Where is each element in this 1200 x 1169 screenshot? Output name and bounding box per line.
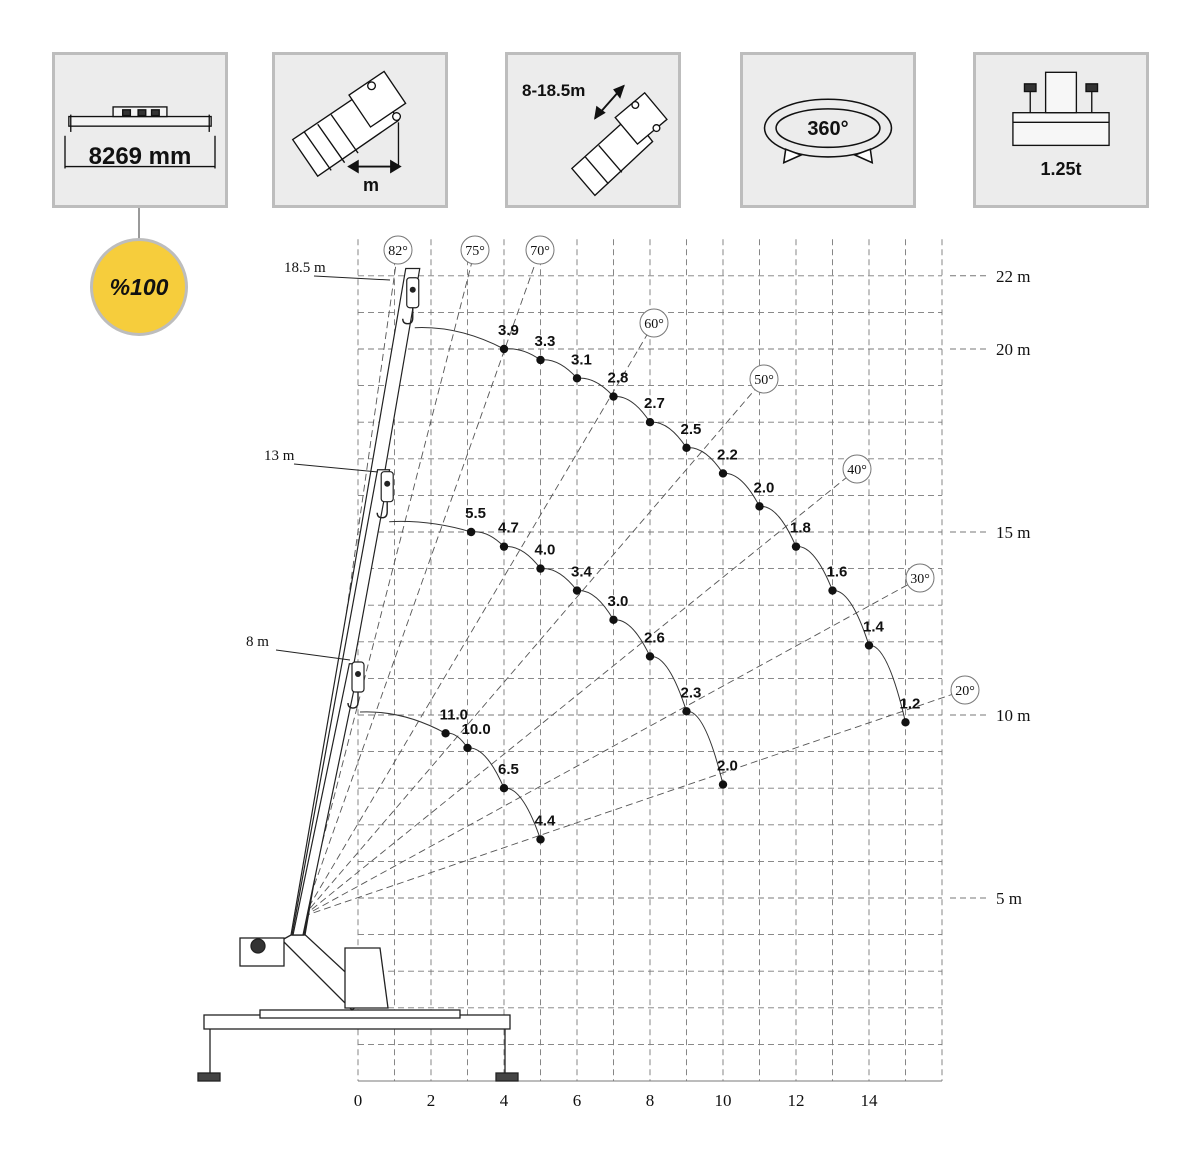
x-tick-label: 4 — [499, 1091, 509, 1110]
load-point — [865, 641, 873, 649]
load-curves — [360, 322, 920, 844]
angle-label-70: 70° — [530, 244, 550, 259]
load-point — [573, 586, 581, 594]
right-outrigger-foot — [496, 1073, 518, 1081]
boom-length-label: 18.5 m — [284, 260, 326, 276]
angle-line-75 — [303, 250, 475, 916]
x-tick-label: 12 — [787, 1091, 805, 1110]
load-value-label: 5.5 — [465, 505, 487, 522]
load-value-label: 1.4 — [863, 618, 884, 636]
extension-label: 8-18.5m — [522, 81, 586, 100]
load-value-label: 3.3 — [534, 332, 556, 350]
load-value-label: 1.2 — [899, 695, 921, 713]
slew-label: 360° — [807, 118, 849, 140]
x-tick-label: 2 — [426, 1091, 436, 1110]
load-point — [682, 444, 690, 452]
load-value-label: 11.0 — [439, 706, 468, 724]
angle-line-40 — [303, 469, 857, 916]
load-value-label: 2.3 — [680, 684, 702, 702]
y-marker-label: 22 m — [996, 266, 1031, 286]
load-value-label: 2.7 — [644, 395, 665, 413]
x-tick-label: 14 — [860, 1091, 878, 1110]
boom-length-label: 8 m — [246, 634, 269, 650]
load-point — [463, 744, 471, 752]
capacity-label: 1.25t — [1040, 159, 1082, 179]
load-value-label: 6.5 — [498, 761, 519, 779]
load-point — [500, 345, 508, 353]
load-point — [536, 356, 544, 364]
load-point — [719, 469, 727, 477]
load-value-label: 2.2 — [717, 446, 738, 464]
load-point — [682, 707, 690, 715]
load-value-label: 1.6 — [826, 563, 848, 581]
x-tick-label: 0 — [353, 1091, 363, 1110]
load-value-label: 3.0 — [607, 592, 629, 610]
load-point — [536, 564, 544, 572]
boom-length-label: 13 m — [264, 448, 295, 464]
load-point — [646, 652, 654, 660]
load-point — [536, 835, 544, 843]
chassis-plate — [260, 1010, 460, 1018]
load-value-label: 2.5 — [680, 420, 702, 438]
angle-line-20 — [303, 690, 965, 916]
load-point — [646, 418, 654, 426]
load-value-label: 2.0 — [717, 757, 738, 775]
pulley-1 — [384, 481, 390, 487]
cab-frame — [345, 948, 388, 1008]
x-tick-label: 6 — [572, 1091, 582, 1110]
boom-length-labels — [246, 260, 390, 660]
y-marker-label: 20 m — [996, 340, 1031, 359]
load-value-label: 3.9 — [498, 322, 519, 339]
percent-badge: %100 — [90, 238, 188, 336]
boom-section-2 — [293, 664, 359, 935]
load-value-label: 2.8 — [607, 369, 629, 387]
booms — [291, 268, 420, 935]
load-point — [755, 502, 763, 510]
load-point — [609, 392, 617, 400]
load-value-label: 4.0 — [534, 541, 556, 559]
load-curve-1 — [389, 521, 723, 784]
load-point — [441, 729, 449, 737]
load-value-label: 2.0 — [753, 479, 775, 497]
angle-label-75: 75° — [465, 244, 485, 259]
pulley-2 — [355, 671, 361, 677]
y-marker-label: 15 m — [996, 523, 1031, 542]
load-point — [467, 528, 475, 536]
load-point — [500, 542, 508, 550]
load-value-label: 3.1 — [571, 351, 592, 369]
load-point — [792, 542, 800, 550]
x-tick-label: 10 — [714, 1091, 732, 1110]
load-point — [500, 784, 508, 792]
pulley-0 — [410, 287, 416, 293]
load-point — [719, 780, 727, 788]
load-point — [573, 374, 581, 382]
load-value-label: 4.4 — [534, 812, 556, 830]
x-tick-label: 8 — [645, 1091, 655, 1110]
boom-length-leader — [314, 276, 390, 280]
load-value-label: 1.8 — [790, 519, 811, 537]
angle-label-50: 50° — [754, 373, 774, 388]
angle-label-20: 20° — [955, 684, 975, 699]
angle-label-30: 30° — [910, 572, 930, 587]
load-point — [609, 616, 617, 624]
angle-line-30 — [303, 578, 920, 916]
crane-drawing — [198, 930, 518, 1081]
angle-label-82: 82° — [388, 244, 408, 259]
y-marker-label: 10 m — [996, 706, 1031, 725]
radius-label: m — [363, 175, 380, 195]
winch-drum — [251, 939, 265, 953]
boom-length-leader — [294, 464, 378, 472]
load-value-label: 2.6 — [644, 629, 665, 647]
left-outrigger-foot — [198, 1073, 220, 1081]
load-point — [901, 718, 909, 726]
outrigger-span-label: 8269 mm — [88, 143, 192, 170]
load-value-label: 3.4 — [571, 563, 592, 581]
angle-label-40: 40° — [847, 463, 867, 478]
load-point — [828, 586, 836, 594]
load-value-label: 10.0 — [461, 720, 491, 738]
y-marker-label: 5 m — [996, 889, 1022, 908]
load-value-label: 4.7 — [498, 519, 519, 537]
load-curve-0 — [415, 328, 906, 723]
angle-label-60: 60° — [644, 317, 664, 332]
